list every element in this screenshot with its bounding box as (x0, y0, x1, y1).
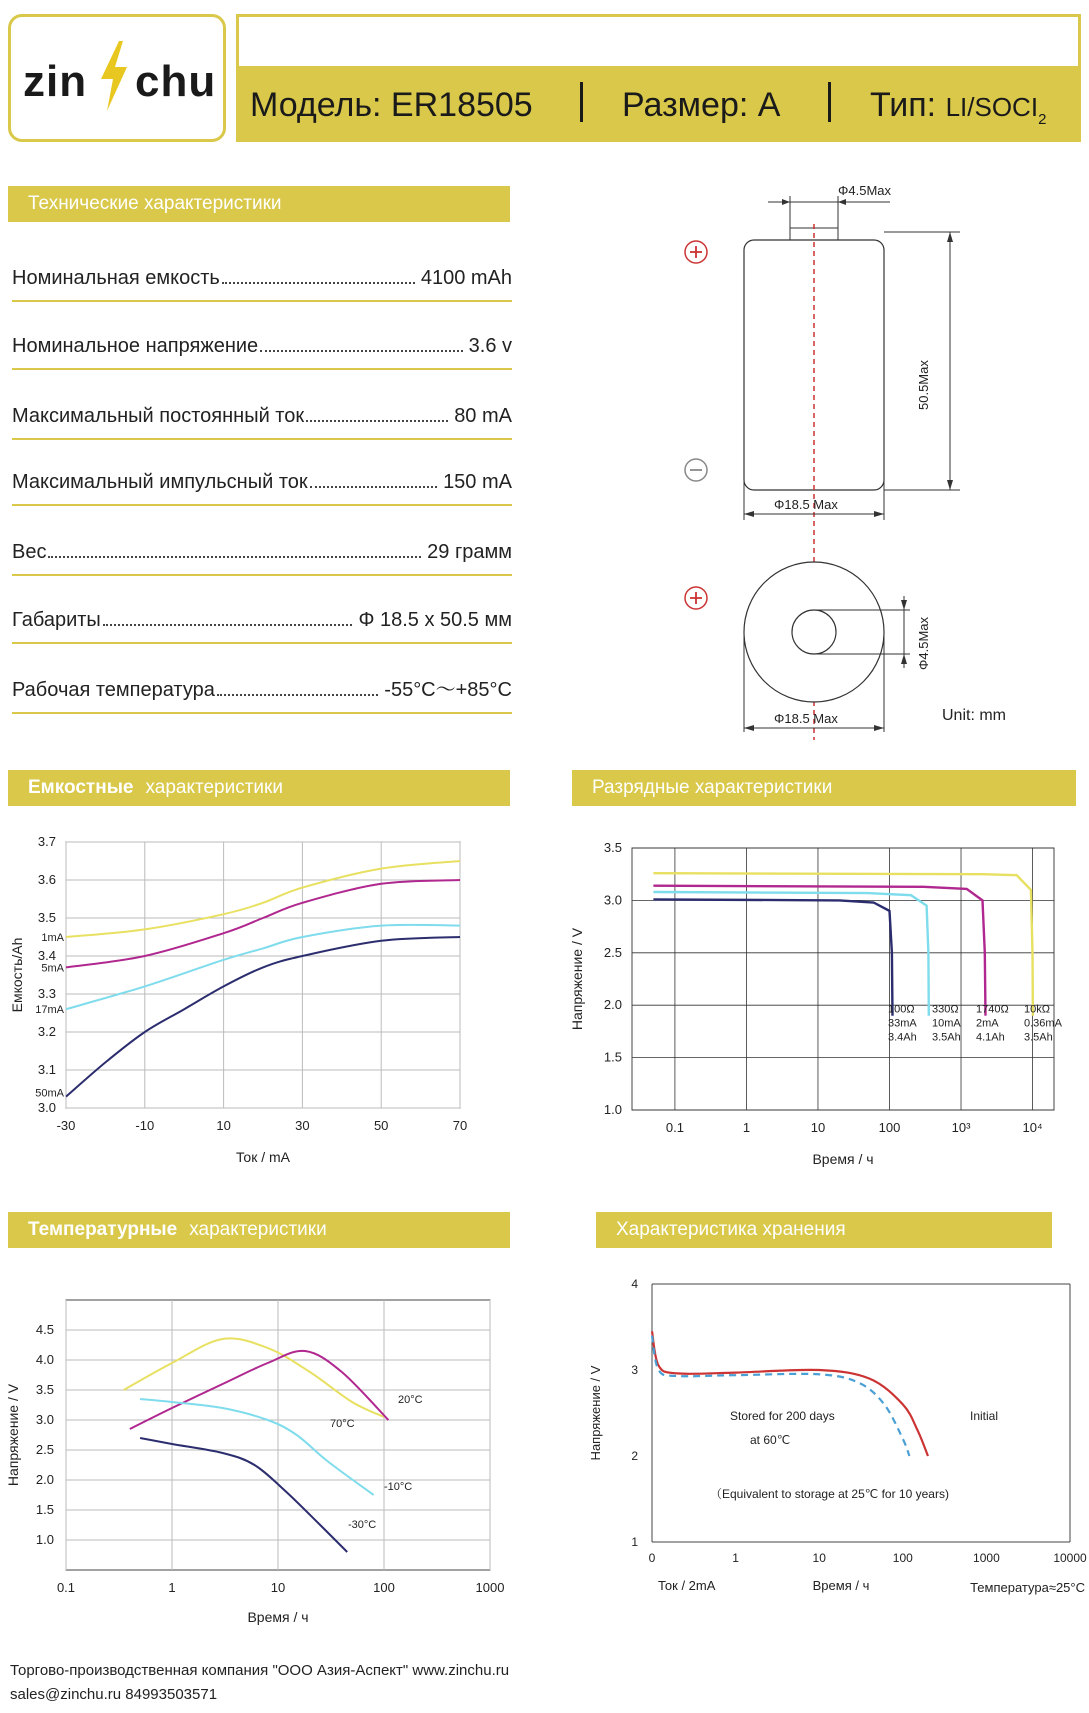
unit-label: Unit: mm (942, 707, 1006, 724)
spec-separator (12, 438, 512, 440)
series-label: -30°C (348, 1519, 377, 1531)
spec-row (12, 528, 512, 564)
y-tick-label: 3.0 (35, 1412, 54, 1427)
y-tick-label: 1 (631, 1535, 638, 1549)
spec-row (12, 596, 512, 632)
spec-label: Максимальный постоянный ток (12, 405, 305, 427)
model-title: Модель: ER18505 (250, 86, 533, 124)
series-sublabel: 0.36mA (1024, 1017, 1062, 1030)
height-label: 50.5Max (916, 360, 931, 410)
title-separator (580, 82, 583, 122)
y-tick-label: 2.0 (603, 997, 622, 1013)
spec-separator (12, 642, 512, 644)
x-tick-label: 1000 (973, 1551, 1000, 1565)
y-tick-label: 2 (631, 1449, 638, 1463)
y-tick-label: 1.5 (35, 1502, 54, 1517)
series-label: 100Ω (888, 1003, 915, 1016)
x-tick-label: -10 (135, 1118, 155, 1133)
x-tick-label: 1000 (475, 1580, 505, 1595)
footer-contact: sales@zinchu.ru 84993503571 (10, 1686, 218, 1703)
spec-label: Максимальный импульсный ток (12, 471, 308, 493)
x-tick-label: 10 (810, 1120, 826, 1135)
spec-row (12, 458, 512, 494)
series-sublabel: 33mA (888, 1017, 917, 1030)
series-label: 17mA (35, 1004, 64, 1017)
y-tick-label: 4.5 (35, 1322, 54, 1337)
capacity-header: Емкостные характеристики (8, 770, 510, 806)
x-axis-title: Время / ч (812, 1151, 874, 1167)
spec-value: 29 грамм (427, 541, 512, 563)
x-tick-label: -30 (56, 1118, 76, 1133)
y-tick-label: 2.5 (35, 1442, 54, 1457)
x-tick-label: 1 (732, 1551, 739, 1565)
storage-header: Характеристика хранения (596, 1212, 1052, 1248)
annotation-stored: at 60℃ (750, 1433, 791, 1447)
x-tick-label: 0.1 (56, 1580, 76, 1595)
spec-leader-dots (310, 486, 437, 488)
x-axis-title: Ток / mA (235, 1149, 291, 1165)
x-tick-label: 0 (648, 1551, 656, 1565)
logo-text-chu: chu (135, 57, 217, 106)
y-axis-title: Напряжение / V (588, 1365, 603, 1461)
x-tick-label: 10 (812, 1551, 826, 1565)
current-label: Ток / 2mA (658, 1578, 716, 1593)
series-label: 10kΩ (1024, 1003, 1050, 1016)
series-label: 1740Ω (976, 1003, 1009, 1016)
x-tick-label: 100 (373, 1580, 395, 1595)
annotation-note: （Equivalent to storage at 25℃ for 10 years) (710, 1487, 949, 1501)
annotation-initial: Initial (970, 1409, 999, 1423)
spec-label: Рабочая температура (12, 679, 215, 701)
y-tick-label: 3.0 (603, 892, 622, 908)
annotation-stored: Stored for 200 days (730, 1409, 835, 1423)
y-axis-title: Напряжение / V (569, 927, 585, 1031)
y-tick-label: 4.0 (35, 1352, 54, 1367)
spec-separator (12, 368, 512, 370)
series-label: 5mA (41, 962, 64, 975)
y-tick-label: 3 (631, 1363, 638, 1377)
size-title: Размер: A (622, 86, 781, 124)
series-sublabel: 4.1Ah (976, 1031, 1005, 1044)
x-tick-label: 100 (892, 1551, 913, 1565)
series-label: 1mA (41, 932, 64, 944)
y-tick-label: 3.0 (37, 1100, 56, 1115)
spec-value: Φ 18.5 x 50.5 мм (358, 609, 512, 631)
series-label: 50mA (35, 1087, 64, 1100)
series-sublabel: 10mA (932, 1017, 961, 1030)
series-sublabel: 3.5Ah (1024, 1031, 1053, 1044)
logo (8, 14, 226, 142)
y-tick-label: 4 (631, 1277, 638, 1291)
spec-separator (12, 574, 512, 576)
y-tick-label: 3.1 (37, 1062, 56, 1077)
y-tick-label: 3.6 (37, 872, 56, 887)
lightning-bolt-icon (97, 41, 131, 111)
spec-label: Номинальная емкость (12, 267, 220, 289)
footer-company: Торгово-производственная компания "ООО Азия-Аспект" www.zinchu.ru (10, 1662, 510, 1679)
y-tick-label: 2.5 (603, 944, 622, 960)
temperature-label: Температура≈25°C (970, 1580, 1085, 1595)
series-sublabel: 2mA (976, 1017, 999, 1030)
dimension-drawing (660, 180, 1080, 740)
spec-leader-dots (48, 556, 421, 558)
y-tick-label: 3.5 (35, 1382, 54, 1397)
spec-separator (12, 300, 512, 302)
x-tick-label: 10³ (951, 1120, 971, 1135)
x-tick-label: 10 (270, 1580, 286, 1595)
x-tick-label: 10⁴ (1022, 1120, 1043, 1135)
spec-label: Номинальное напряжение (12, 335, 259, 357)
x-tick-label: 10000 (1053, 1551, 1087, 1565)
x-tick-label: 70 (452, 1118, 468, 1133)
discharge-chart (560, 830, 1089, 1180)
y-tick-label: 3.2 (37, 1024, 56, 1039)
hole-diameter-label: Φ4.5Max (916, 616, 931, 670)
y-tick-label: 1.0 (35, 1532, 54, 1547)
y-tick-label: 3.5 (37, 910, 56, 925)
series-label: 20°C (398, 1394, 423, 1406)
specs-header: Технические характеристики (8, 186, 510, 222)
capacity-chart (0, 830, 540, 1180)
series-label: 70°C (330, 1418, 355, 1430)
x-tick-label: 0.1 (665, 1120, 684, 1135)
spec-leader-dots (103, 624, 353, 626)
x-axis-title: Время / ч (247, 1609, 309, 1625)
spec-row (12, 666, 512, 702)
spec-label: Вес (12, 541, 47, 563)
x-axis-title: Время / ч (812, 1578, 870, 1593)
y-tick-label: 2.0 (35, 1472, 54, 1487)
x-tick-label: 1 (742, 1120, 751, 1135)
type-title: Тип: $LI/SOCI_2$ (870, 86, 1047, 128)
series-label: -10°C (384, 1481, 413, 1493)
spec-value: 150 mA (443, 471, 512, 493)
x-tick-label: 1 (168, 1580, 176, 1595)
spec-row (12, 254, 512, 290)
spec-value: 3.6 v (468, 335, 512, 357)
spec-leader-dots (260, 350, 462, 352)
y-tick-label: 3.5 (603, 840, 622, 855)
spec-separator (12, 712, 512, 714)
spec-value: 80 mA (454, 405, 512, 427)
spec-value: 4100 mAh (420, 267, 512, 289)
x-tick-label: 50 (373, 1118, 389, 1133)
temperature-header: Температурные характеристики (8, 1212, 510, 1248)
spec-leader-dots (222, 282, 415, 284)
y-tick-label: 3.7 (37, 834, 56, 849)
series-sublabel: 3.5Ah (932, 1031, 961, 1044)
series-sublabel: 3.4Ah (888, 1031, 917, 1044)
series-label: 330Ω (932, 1003, 959, 1016)
temperature-chart (0, 1280, 540, 1640)
y-tick-label: 3.3 (37, 986, 56, 1001)
x-tick-label: 30 (295, 1118, 310, 1133)
title-separator (828, 82, 831, 122)
top-diameter-label: Φ4.5Max (838, 183, 892, 198)
body-diameter-label: Φ18.5 Max (774, 497, 838, 512)
y-tick-label: 1.0 (603, 1102, 622, 1117)
y-axis-title: Напряжение / V (5, 1383, 21, 1487)
spec-separator (12, 504, 512, 506)
y-axis-title: Емкость/Ah (9, 937, 25, 1013)
logo-text-zin: zin (23, 57, 88, 106)
y-tick-label: 1.5 (603, 1049, 622, 1065)
discharge-header: Разрядные характеристики (572, 770, 1076, 806)
spec-label: Габариты (12, 609, 101, 631)
x-tick-label: 100 (878, 1120, 901, 1135)
storage-chart (580, 1270, 1089, 1640)
spec-value: -55°C～+85°C (384, 679, 512, 701)
spec-row (12, 392, 512, 428)
x-tick-label: 10 (216, 1118, 231, 1133)
spec-leader-dots (217, 694, 378, 696)
y-tick-label: 3.4 (37, 948, 56, 963)
spec-row (12, 322, 512, 358)
spec-leader-dots (306, 420, 448, 422)
bottom-diameter-label: Φ18.5 Max (774, 711, 838, 726)
